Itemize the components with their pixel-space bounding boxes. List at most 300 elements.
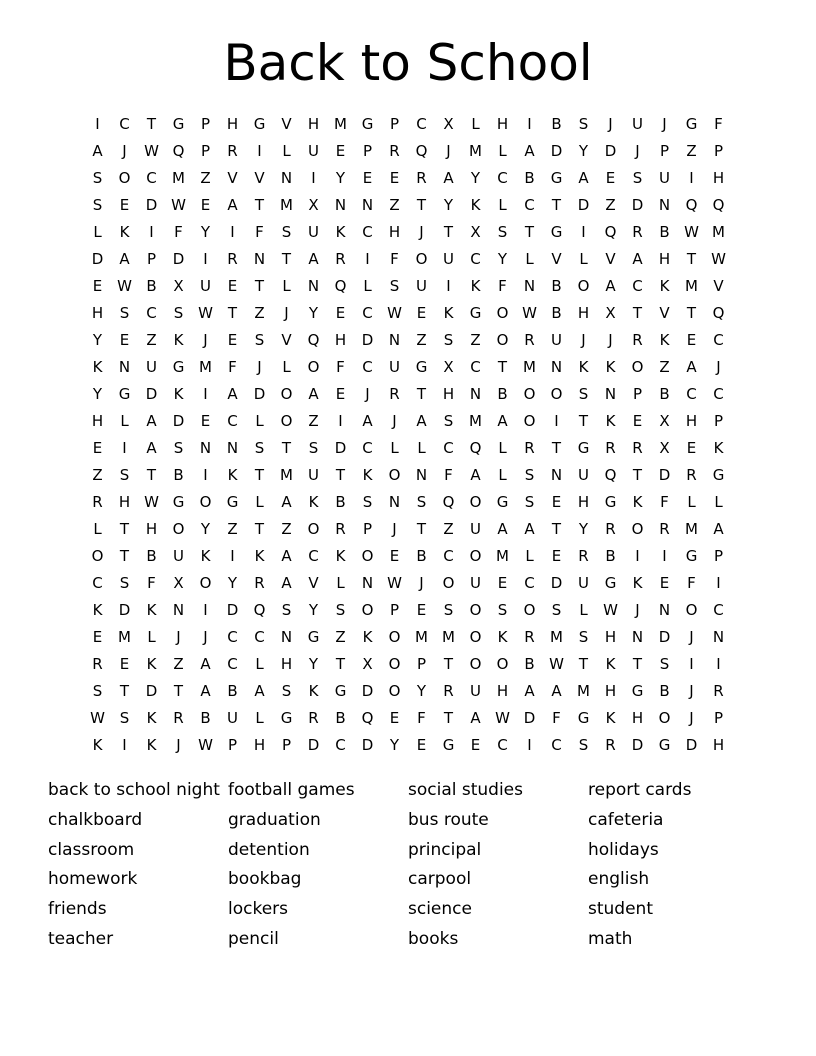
grid-letter[interactable]: U bbox=[416, 277, 427, 295]
grid-letter[interactable]: I bbox=[203, 466, 208, 484]
grid-letter[interactable]: E bbox=[632, 412, 643, 430]
grid-letter[interactable]: E bbox=[335, 142, 346, 160]
grid-letter[interactable]: A bbox=[497, 520, 508, 538]
grid-letter[interactable]: C bbox=[335, 736, 346, 754]
grid-letter[interactable]: P bbox=[713, 142, 724, 160]
grid-letter[interactable]: T bbox=[281, 250, 292, 268]
grid-letter[interactable]: A bbox=[632, 250, 643, 268]
grid-letter[interactable]: O bbox=[685, 601, 698, 619]
grid-letter[interactable]: D bbox=[550, 574, 563, 592]
grid-letter[interactable]: Y bbox=[227, 574, 238, 592]
grid-letter[interactable]: O bbox=[550, 385, 563, 403]
grid-letter[interactable]: G bbox=[469, 304, 482, 322]
grid-letter[interactable]: X bbox=[659, 412, 670, 430]
grid-letter[interactable]: D bbox=[253, 385, 266, 403]
grid-letter[interactable]: N bbox=[334, 196, 347, 214]
grid-letter[interactable]: E bbox=[497, 574, 508, 592]
grid-letter[interactable]: D bbox=[145, 196, 158, 214]
grid-letter[interactable]: T bbox=[443, 709, 454, 727]
grid-letter[interactable]: Z bbox=[308, 412, 319, 430]
grid-letter[interactable]: S bbox=[119, 574, 130, 592]
grid-letter[interactable]: I bbox=[689, 655, 694, 673]
grid-letter[interactable]: I bbox=[338, 412, 343, 430]
grid-letter[interactable]: N bbox=[118, 358, 131, 376]
grid-letter[interactable]: Z bbox=[605, 196, 616, 214]
grid-letter[interactable]: G bbox=[172, 358, 185, 376]
grid-letter[interactable]: L bbox=[390, 439, 399, 457]
grid-letter[interactable]: S bbox=[578, 385, 589, 403]
grid-letter[interactable]: E bbox=[92, 628, 103, 646]
grid-letter[interactable]: P bbox=[389, 601, 400, 619]
grid-letter[interactable]: R bbox=[92, 493, 103, 511]
grid-letter[interactable]: F bbox=[660, 493, 669, 511]
grid-letter[interactable]: N bbox=[550, 358, 563, 376]
grid-letter[interactable]: U bbox=[578, 466, 589, 484]
grid-letter[interactable]: A bbox=[281, 493, 292, 511]
grid-letter[interactable]: D bbox=[604, 142, 617, 160]
grid-letter[interactable]: S bbox=[308, 439, 319, 457]
grid-letter[interactable]: D bbox=[307, 736, 320, 754]
grid-letter[interactable]: O bbox=[496, 331, 509, 349]
grid-letter[interactable]: C bbox=[713, 601, 724, 619]
grid-letter[interactable]: T bbox=[416, 385, 427, 403]
grid-letter[interactable]: L bbox=[336, 574, 345, 592]
grid-letter[interactable]: N bbox=[361, 196, 374, 214]
grid-letter[interactable]: L bbox=[147, 628, 156, 646]
grid-letter[interactable]: G bbox=[604, 574, 617, 592]
grid-letter[interactable]: E bbox=[686, 439, 697, 457]
grid-letter[interactable]: J bbox=[365, 385, 370, 403]
grid-letter[interactable]: S bbox=[119, 466, 130, 484]
grid-letter[interactable]: T bbox=[443, 655, 454, 673]
grid-letter[interactable]: R bbox=[524, 331, 535, 349]
grid-letter[interactable]: Z bbox=[200, 169, 211, 187]
grid-letter[interactable]: E bbox=[335, 385, 346, 403]
grid-letter[interactable]: K bbox=[173, 331, 184, 349]
grid-letter[interactable]: V bbox=[605, 250, 616, 268]
grid-letter[interactable]: W bbox=[198, 736, 213, 754]
grid-letter[interactable]: Y bbox=[92, 385, 103, 403]
grid-letter[interactable]: S bbox=[416, 493, 427, 511]
grid-letter[interactable]: O bbox=[631, 520, 644, 538]
grid-letter[interactable]: G bbox=[496, 493, 509, 511]
grid-letter[interactable]: D bbox=[658, 466, 671, 484]
grid-letter[interactable]: O bbox=[523, 412, 536, 430]
grid-letter[interactable]: U bbox=[632, 115, 643, 133]
grid-letter[interactable]: D bbox=[658, 628, 671, 646]
grid-letter[interactable]: C bbox=[119, 115, 130, 133]
grid-letter[interactable]: N bbox=[658, 601, 671, 619]
grid-letter[interactable]: D bbox=[685, 736, 698, 754]
grid-letter[interactable]: W bbox=[522, 304, 537, 322]
grid-letter[interactable]: S bbox=[497, 223, 508, 241]
grid-letter[interactable]: S bbox=[335, 601, 346, 619]
grid-letter[interactable]: U bbox=[659, 169, 670, 187]
grid-letter[interactable]: M bbox=[280, 196, 293, 214]
grid-letter[interactable]: N bbox=[523, 277, 536, 295]
grid-letter[interactable]: X bbox=[470, 223, 481, 241]
grid-letter[interactable]: O bbox=[280, 385, 293, 403]
grid-letter[interactable]: O bbox=[658, 709, 671, 727]
grid-letter[interactable]: I bbox=[365, 250, 370, 268]
grid-letter[interactable]: Q bbox=[307, 331, 320, 349]
grid-letter[interactable]: P bbox=[146, 250, 157, 268]
grid-letter[interactable]: A bbox=[281, 547, 292, 565]
grid-letter[interactable]: E bbox=[119, 331, 130, 349]
grid-letter[interactable]: R bbox=[686, 466, 697, 484]
grid-letter[interactable]: C bbox=[470, 250, 481, 268]
grid-letter[interactable]: I bbox=[716, 574, 721, 592]
grid-letter[interactable]: A bbox=[146, 439, 157, 457]
grid-letter[interactable]: D bbox=[145, 682, 158, 700]
grid-letter[interactable]: H bbox=[388, 223, 401, 241]
grid-letter[interactable]: A bbox=[308, 385, 319, 403]
grid-letter[interactable]: N bbox=[172, 601, 185, 619]
grid-letter[interactable]: R bbox=[605, 736, 616, 754]
grid-letter[interactable]: D bbox=[550, 142, 563, 160]
grid-letter[interactable]: Z bbox=[416, 331, 427, 349]
grid-letter[interactable]: C bbox=[362, 358, 373, 376]
grid-letter[interactable]: J bbox=[608, 331, 613, 349]
grid-letter[interactable]: J bbox=[446, 142, 451, 160]
grid-letter[interactable]: M bbox=[334, 115, 347, 133]
grid-letter[interactable]: M bbox=[577, 682, 590, 700]
grid-letter[interactable]: E bbox=[470, 736, 481, 754]
grid-letter[interactable]: N bbox=[253, 250, 266, 268]
grid-letter[interactable]: T bbox=[632, 466, 643, 484]
grid-letter[interactable]: Q bbox=[172, 142, 185, 160]
grid-letter[interactable]: N bbox=[631, 628, 644, 646]
grid-letter[interactable]: O bbox=[388, 655, 401, 673]
grid-letter[interactable]: E bbox=[416, 736, 427, 754]
grid-letter[interactable]: O bbox=[496, 304, 509, 322]
grid-letter[interactable]: U bbox=[308, 466, 319, 484]
grid-letter[interactable]: P bbox=[713, 412, 724, 430]
grid-letter[interactable]: G bbox=[334, 682, 347, 700]
grid-letter[interactable]: V bbox=[281, 115, 292, 133]
grid-letter[interactable]: K bbox=[605, 358, 616, 376]
grid-letter[interactable]: O bbox=[442, 574, 455, 592]
grid-letter[interactable]: L bbox=[120, 412, 129, 430]
grid-letter[interactable]: Z bbox=[92, 466, 103, 484]
grid-letter[interactable]: Q bbox=[712, 304, 725, 322]
grid-letter[interactable]: X bbox=[659, 439, 670, 457]
grid-letter[interactable]: G bbox=[712, 466, 725, 484]
grid-letter[interactable]: I bbox=[230, 223, 235, 241]
grid-letter[interactable]: R bbox=[524, 439, 535, 457]
grid-letter[interactable]: R bbox=[416, 169, 427, 187]
grid-letter[interactable]: Z bbox=[470, 331, 481, 349]
grid-letter[interactable]: P bbox=[200, 142, 211, 160]
grid-letter[interactable]: H bbox=[145, 520, 158, 538]
grid-letter[interactable]: P bbox=[362, 520, 373, 538]
grid-letter[interactable]: R bbox=[227, 142, 238, 160]
grid-letter[interactable]: K bbox=[470, 196, 481, 214]
grid-letter[interactable]: S bbox=[92, 196, 103, 214]
grid-letter[interactable]: R bbox=[659, 520, 670, 538]
grid-letter[interactable]: D bbox=[631, 196, 644, 214]
grid-letter[interactable]: D bbox=[631, 736, 644, 754]
grid-letter[interactable]: D bbox=[523, 709, 536, 727]
grid-letter[interactable]: E bbox=[389, 547, 400, 565]
grid-letter[interactable]: L bbox=[255, 709, 264, 727]
grid-letter[interactable]: F bbox=[255, 223, 264, 241]
grid-letter[interactable]: F bbox=[336, 358, 345, 376]
grid-letter[interactable]: A bbox=[92, 142, 103, 160]
grid-letter[interactable]: Z bbox=[146, 331, 157, 349]
grid-letter[interactable]: K bbox=[92, 601, 103, 619]
grid-letter[interactable]: J bbox=[635, 142, 640, 160]
grid-letter[interactable]: W bbox=[549, 655, 564, 673]
grid-letter[interactable]: X bbox=[605, 304, 616, 322]
grid-letter[interactable]: H bbox=[685, 412, 698, 430]
grid-letter[interactable]: O bbox=[307, 520, 320, 538]
grid-letter[interactable]: F bbox=[417, 709, 426, 727]
grid-letter[interactable]: F bbox=[552, 709, 561, 727]
grid-letter[interactable]: Y bbox=[578, 142, 589, 160]
grid-letter[interactable]: Y bbox=[389, 736, 400, 754]
grid-letter[interactable]: R bbox=[605, 439, 616, 457]
grid-letter[interactable]: B bbox=[524, 169, 535, 187]
grid-letter[interactable]: T bbox=[686, 250, 697, 268]
grid-letter[interactable]: J bbox=[689, 709, 694, 727]
grid-letter[interactable]: F bbox=[390, 250, 399, 268]
grid-letter[interactable]: L bbox=[525, 250, 534, 268]
grid-letter[interactable]: N bbox=[604, 385, 617, 403]
grid-letter[interactable]: A bbox=[470, 709, 481, 727]
grid-letter[interactable]: N bbox=[415, 466, 428, 484]
grid-letter[interactable]: C bbox=[713, 331, 724, 349]
grid-letter[interactable]: A bbox=[497, 412, 508, 430]
grid-letter[interactable]: S bbox=[254, 331, 265, 349]
grid-letter[interactable]: O bbox=[361, 547, 374, 565]
grid-letter[interactable]: J bbox=[419, 574, 424, 592]
grid-letter[interactable]: B bbox=[173, 466, 184, 484]
grid-letter[interactable]: I bbox=[122, 439, 127, 457]
grid-letter[interactable]: L bbox=[498, 142, 507, 160]
grid-letter[interactable]: Z bbox=[443, 520, 454, 538]
grid-letter[interactable]: R bbox=[173, 709, 184, 727]
grid-letter[interactable]: H bbox=[604, 628, 617, 646]
grid-letter[interactable]: A bbox=[200, 655, 211, 673]
grid-letter[interactable]: A bbox=[686, 358, 697, 376]
grid-letter[interactable]: T bbox=[551, 520, 562, 538]
grid-letter[interactable]: E bbox=[227, 331, 238, 349]
grid-letter[interactable]: H bbox=[712, 169, 725, 187]
grid-letter[interactable]: W bbox=[90, 709, 105, 727]
grid-letter[interactable]: G bbox=[685, 547, 698, 565]
grid-letter[interactable]: Z bbox=[389, 196, 400, 214]
grid-letter[interactable]: T bbox=[524, 223, 535, 241]
grid-letter[interactable]: O bbox=[496, 655, 509, 673]
grid-letter[interactable]: Q bbox=[469, 439, 482, 457]
grid-letter[interactable]: G bbox=[442, 736, 455, 754]
grid-letter[interactable]: K bbox=[470, 277, 481, 295]
grid-letter[interactable]: O bbox=[469, 493, 482, 511]
grid-letter[interactable]: B bbox=[416, 547, 427, 565]
grid-letter[interactable]: S bbox=[632, 169, 643, 187]
grid-letter[interactable]: K bbox=[335, 223, 346, 241]
grid-letter[interactable]: E bbox=[416, 304, 427, 322]
grid-letter[interactable]: A bbox=[524, 142, 535, 160]
grid-letter[interactable]: S bbox=[524, 466, 535, 484]
grid-letter[interactable]: G bbox=[550, 169, 563, 187]
grid-letter[interactable]: F bbox=[687, 574, 696, 592]
grid-letter[interactable]: W bbox=[198, 304, 213, 322]
grid-letter[interactable]: I bbox=[662, 547, 667, 565]
grid-letter[interactable]: E bbox=[92, 277, 103, 295]
grid-letter[interactable]: M bbox=[172, 169, 185, 187]
grid-letter[interactable]: B bbox=[659, 385, 670, 403]
grid-letter[interactable]: W bbox=[117, 277, 132, 295]
grid-letter[interactable]: N bbox=[307, 277, 320, 295]
grid-letter[interactable]: H bbox=[280, 655, 293, 673]
grid-letter[interactable]: K bbox=[578, 358, 589, 376]
grid-letter[interactable]: N bbox=[280, 628, 293, 646]
grid-letter[interactable]: B bbox=[335, 709, 346, 727]
grid-letter[interactable]: A bbox=[254, 682, 265, 700]
grid-letter[interactable]: N bbox=[388, 331, 401, 349]
grid-letter[interactable]: Y bbox=[308, 655, 319, 673]
grid-letter[interactable]: U bbox=[173, 547, 184, 565]
grid-letter[interactable]: Y bbox=[92, 331, 103, 349]
grid-letter[interactable]: H bbox=[118, 493, 131, 511]
grid-letter[interactable]: V bbox=[713, 277, 724, 295]
grid-letter[interactable]: V bbox=[227, 169, 238, 187]
grid-letter[interactable]: R bbox=[389, 142, 400, 160]
grid-letter[interactable]: Z bbox=[335, 628, 346, 646]
grid-letter[interactable]: K bbox=[443, 304, 454, 322]
grid-letter[interactable]: O bbox=[469, 601, 482, 619]
grid-letter[interactable]: R bbox=[92, 655, 103, 673]
grid-letter[interactable]: P bbox=[713, 547, 724, 565]
grid-letter[interactable]: A bbox=[713, 520, 724, 538]
grid-letter[interactable]: B bbox=[659, 223, 670, 241]
grid-letter[interactable]: H bbox=[226, 115, 239, 133]
grid-letter[interactable]: T bbox=[686, 304, 697, 322]
grid-letter[interactable]: I bbox=[635, 547, 640, 565]
grid-letter[interactable]: G bbox=[361, 115, 374, 133]
grid-letter[interactable]: K bbox=[146, 655, 157, 673]
grid-letter[interactable]: K bbox=[659, 331, 670, 349]
grid-letter[interactable]: C bbox=[227, 628, 238, 646]
grid-letter[interactable]: U bbox=[308, 142, 319, 160]
grid-letter[interactable]: P bbox=[416, 655, 427, 673]
grid-letter[interactable]: Y bbox=[416, 682, 427, 700]
grid-letter[interactable]: C bbox=[308, 547, 319, 565]
grid-letter[interactable]: K bbox=[119, 223, 130, 241]
grid-letter[interactable]: D bbox=[145, 385, 158, 403]
grid-letter[interactable]: M bbox=[442, 628, 455, 646]
grid-letter[interactable]: L bbox=[255, 412, 264, 430]
grid-letter[interactable]: A bbox=[605, 277, 616, 295]
grid-letter[interactable]: R bbox=[632, 439, 643, 457]
grid-letter[interactable]: D bbox=[577, 196, 590, 214]
grid-letter[interactable]: I bbox=[203, 250, 208, 268]
grid-letter[interactable]: J bbox=[689, 682, 694, 700]
grid-letter[interactable]: U bbox=[443, 250, 454, 268]
grid-letter[interactable]: J bbox=[176, 736, 181, 754]
grid-letter[interactable]: S bbox=[281, 682, 292, 700]
grid-letter[interactable]: U bbox=[551, 331, 562, 349]
grid-letter[interactable]: A bbox=[524, 682, 535, 700]
grid-letter[interactable]: T bbox=[443, 223, 454, 241]
grid-letter[interactable]: T bbox=[254, 466, 265, 484]
grid-letter[interactable]: W bbox=[387, 574, 402, 592]
grid-letter[interactable]: E bbox=[92, 439, 103, 457]
grid-letter[interactable]: G bbox=[631, 682, 644, 700]
grid-letter[interactable]: M bbox=[550, 628, 563, 646]
grid-letter[interactable]: T bbox=[254, 277, 265, 295]
grid-letter[interactable]: E bbox=[389, 169, 400, 187]
grid-letter[interactable]: K bbox=[497, 628, 508, 646]
grid-letter[interactable]: O bbox=[307, 358, 320, 376]
grid-letter[interactable]: O bbox=[577, 277, 590, 295]
grid-letter[interactable]: D bbox=[361, 331, 374, 349]
grid-letter[interactable]: V bbox=[659, 304, 670, 322]
grid-letter[interactable]: O bbox=[118, 169, 131, 187]
grid-letter[interactable]: L bbox=[93, 520, 102, 538]
grid-letter[interactable]: F bbox=[147, 574, 156, 592]
grid-letter[interactable]: O bbox=[469, 655, 482, 673]
grid-letter[interactable]: B bbox=[497, 385, 508, 403]
grid-letter[interactable]: M bbox=[712, 223, 725, 241]
grid-letter[interactable]: W bbox=[495, 709, 510, 727]
grid-letter[interactable]: I bbox=[257, 142, 262, 160]
grid-letter[interactable]: R bbox=[578, 547, 589, 565]
grid-letter[interactable]: Q bbox=[604, 466, 617, 484]
grid-letter[interactable]: Q bbox=[442, 493, 455, 511]
grid-letter[interactable]: A bbox=[200, 682, 211, 700]
grid-letter[interactable]: G bbox=[172, 493, 185, 511]
grid-letter[interactable]: E bbox=[551, 547, 562, 565]
grid-letter[interactable]: Y bbox=[335, 169, 346, 187]
grid-letter[interactable]: H bbox=[631, 709, 644, 727]
grid-letter[interactable]: E bbox=[551, 493, 562, 511]
grid-letter[interactable]: A bbox=[308, 250, 319, 268]
grid-letter[interactable]: C bbox=[632, 277, 643, 295]
grid-letter[interactable]: G bbox=[280, 709, 293, 727]
grid-letter[interactable]: L bbox=[417, 439, 426, 457]
grid-letter[interactable]: J bbox=[608, 115, 613, 133]
grid-letter[interactable]: R bbox=[443, 682, 454, 700]
grid-letter[interactable]: B bbox=[605, 547, 616, 565]
grid-letter[interactable]: T bbox=[578, 412, 589, 430]
grid-letter[interactable]: K bbox=[362, 628, 373, 646]
grid-letter[interactable]: R bbox=[713, 682, 724, 700]
grid-letter[interactable]: L bbox=[93, 223, 102, 241]
grid-letter[interactable]: C bbox=[497, 736, 508, 754]
grid-letter[interactable]: E bbox=[389, 709, 400, 727]
grid-letter[interactable]: L bbox=[498, 196, 507, 214]
grid-letter[interactable]: G bbox=[577, 439, 590, 457]
grid-letter[interactable]: Y bbox=[200, 520, 211, 538]
grid-letter[interactable]: D bbox=[361, 682, 374, 700]
grid-letter[interactable]: J bbox=[419, 223, 424, 241]
grid-letter[interactable]: Y bbox=[443, 196, 454, 214]
grid-letter[interactable]: S bbox=[389, 277, 400, 295]
grid-letter[interactable]: K bbox=[308, 493, 319, 511]
grid-letter[interactable]: C bbox=[254, 628, 265, 646]
grid-letter[interactable]: H bbox=[442, 385, 455, 403]
grid-letter[interactable]: K bbox=[227, 466, 238, 484]
grid-letter[interactable]: J bbox=[392, 412, 397, 430]
grid-letter[interactable]: K bbox=[146, 736, 157, 754]
grid-letter[interactable]: K bbox=[605, 655, 616, 673]
grid-letter[interactable]: E bbox=[200, 412, 211, 430]
grid-letter[interactable]: K bbox=[173, 385, 184, 403]
grid-letter[interactable]: O bbox=[388, 628, 401, 646]
